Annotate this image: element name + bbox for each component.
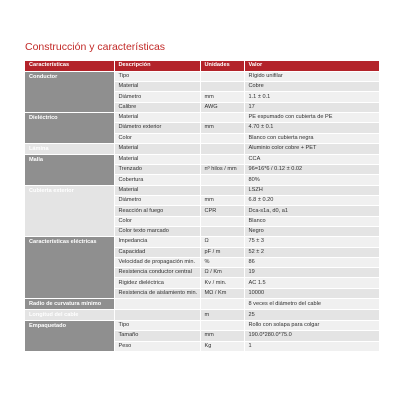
cell-unit: m (200, 310, 244, 321)
cell-unit (200, 216, 244, 226)
cell-value: Rígido unifilar (244, 71, 379, 81)
cell-unit (200, 175, 244, 185)
cell-description: Tamaño (114, 331, 200, 341)
cell-value: 4.70 ± 0.1 (244, 123, 379, 133)
cell-unit: nº hilos / mm (200, 165, 244, 175)
cell-unit: mm (200, 92, 244, 102)
cell-value: 25 (244, 310, 379, 321)
cell-description: Diámetro (114, 196, 200, 206)
cell-value: Aluminio color cobre + PET (244, 143, 379, 154)
cell-value: 86 (244, 257, 379, 267)
cell-description (114, 310, 200, 321)
cell-unit (200, 143, 244, 154)
cell-value: 75 ± 3 (244, 237, 379, 247)
cell-description: Diámetro (114, 92, 200, 102)
table-row (25, 310, 379, 321)
header-characteristics: Características (25, 61, 114, 71)
cell-description: Rigidez dieléctrica (114, 278, 200, 288)
table-row (25, 112, 379, 122)
cell-value: AC 1.5 (244, 278, 379, 288)
cell-value: Rollo con solapa para colgar (244, 321, 379, 331)
cell-unit (200, 82, 244, 92)
cell-value: 10000 (244, 288, 379, 298)
cell-value: 17 (244, 102, 379, 112)
cell-unit: Kg (200, 341, 244, 351)
cell-unit (200, 321, 244, 331)
cell-unit: Ω (200, 237, 244, 247)
cell-category: Lámina (25, 143, 114, 154)
cell-value: 8 veces el diámetro del cable (244, 299, 379, 310)
cell-value: PE espumado con cubierta de PE (244, 112, 379, 122)
cell-description: Material (114, 143, 200, 154)
cell-category: Malla (25, 154, 114, 185)
cell-description: Material (114, 154, 200, 164)
cell-category: Radio de curvatura mínimo (25, 299, 114, 310)
cell-unit (200, 185, 244, 195)
cell-value: 52 ± 2 (244, 247, 379, 257)
cell-description: Capacidad (114, 247, 200, 257)
cell-unit: CPR (200, 206, 244, 216)
cell-unit (200, 133, 244, 143)
cell-unit (200, 154, 244, 164)
cell-description: Color (114, 133, 200, 143)
cell-category: Cubierta exterior (25, 185, 114, 236)
cell-description: Impedancia (114, 237, 200, 247)
table-row (25, 185, 379, 195)
table-row (25, 299, 379, 310)
cell-unit: mm (200, 123, 244, 133)
cell-value: Negro (244, 226, 379, 236)
table-header-row (25, 61, 379, 71)
cell-value: 1.1 ± 0.1 (244, 92, 379, 102)
cell-description: Tipo (114, 321, 200, 331)
cell-description: Trenzado (114, 165, 200, 175)
table-body (25, 71, 379, 351)
cell-description: Tipo (114, 71, 200, 81)
cell-unit: pF / m (200, 247, 244, 257)
cell-description: Calibre (114, 102, 200, 112)
cell-description: Reacción al fuego (114, 206, 200, 216)
cell-unit: mm (200, 196, 244, 206)
cell-category: Dieléctrico (25, 112, 114, 143)
cell-unit: Ω / Km (200, 268, 244, 278)
cell-unit: MΩ / Km (200, 288, 244, 298)
page-title: Construcción y características (25, 41, 166, 53)
cell-description: Resistencia conductor central (114, 268, 200, 278)
cell-value: Dca-s1a, d0, a1 (244, 206, 379, 216)
header-units: Unidades (200, 61, 244, 71)
cell-value: LSZH (244, 185, 379, 195)
cell-value: CCA (244, 154, 379, 164)
cell-description: Diámetro exterior (114, 123, 200, 133)
cell-value: Blanco (244, 216, 379, 226)
cell-value: 1 (244, 341, 379, 351)
table-row (25, 71, 379, 81)
header-description: Descripción (114, 61, 200, 71)
cell-category: Longitud del cable (25, 310, 114, 321)
cell-unit (200, 226, 244, 236)
header-value: Valor (244, 61, 379, 71)
cell-value: 19 (244, 268, 379, 278)
cell-unit: % (200, 257, 244, 267)
cell-category: Conductor (25, 71, 114, 112)
cell-value: 190.0*280.0*75.0 (244, 331, 379, 341)
cell-value: 80% (244, 175, 379, 185)
cell-unit: AWG (200, 102, 244, 112)
cell-category: Empaquetado (25, 321, 114, 352)
cell-description: Cobertura (114, 175, 200, 185)
cell-description: Resistencia de aislamiento min. (114, 288, 200, 298)
cell-description: Velocidad de propagación min. (114, 257, 200, 267)
specifications-table (25, 61, 380, 352)
cell-unit (200, 299, 244, 310)
table-row (25, 321, 379, 331)
cell-unit: Kv / min. (200, 278, 244, 288)
cell-value: 6.8 ± 0.20 (244, 196, 379, 206)
cell-unit: mm (200, 331, 244, 341)
cell-value: 96=16*6 / 0.12 ± 0.02 (244, 165, 379, 175)
table-row (25, 237, 379, 247)
table-row (25, 154, 379, 164)
cell-unit (200, 71, 244, 81)
cell-value: Blanco con cubierta negra (244, 133, 379, 143)
table-row (25, 143, 379, 154)
cell-description (114, 299, 200, 310)
cell-unit (200, 112, 244, 122)
cell-description: Color (114, 216, 200, 226)
cell-value: Cobre (244, 82, 379, 92)
cell-description: Material (114, 82, 200, 92)
cell-description: Material (114, 185, 200, 195)
cell-description: Color texto marcado (114, 226, 200, 236)
cell-description: Material (114, 112, 200, 122)
cell-description: Peso (114, 341, 200, 351)
cell-category: Características eléctricas (25, 237, 114, 299)
